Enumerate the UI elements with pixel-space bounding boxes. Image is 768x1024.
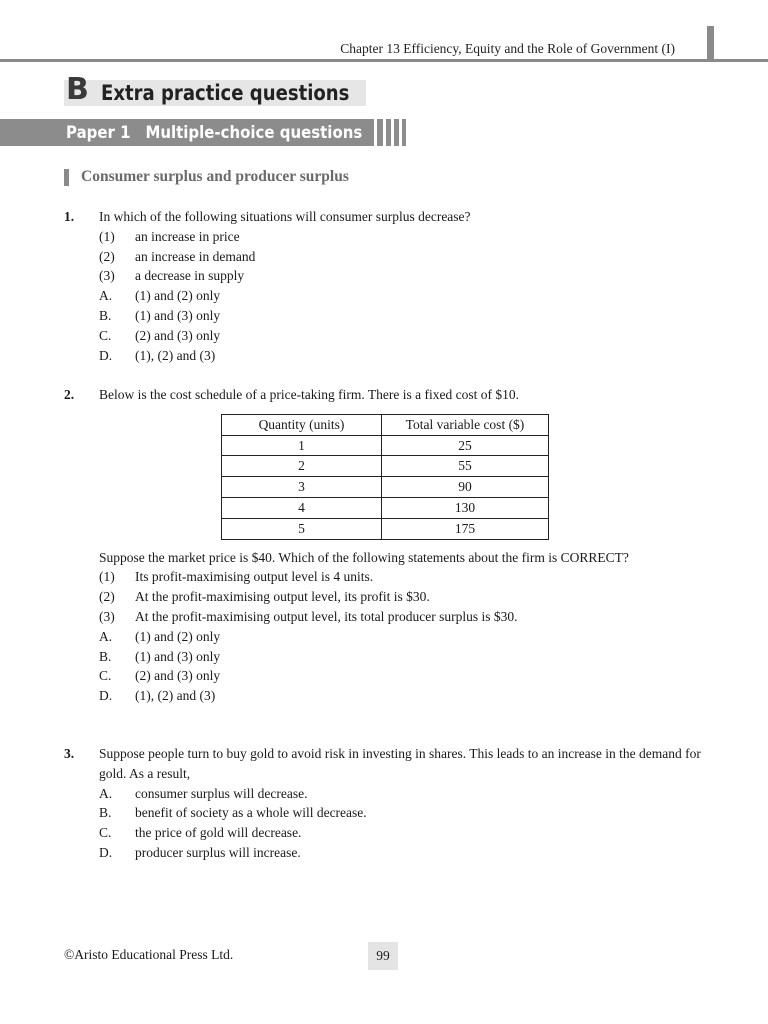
statement-row: (3) a decrease in supply [99,268,245,284]
question-number: 2. [64,387,75,402]
question-2 [64,385,714,706]
paper-stripes [374,119,406,146]
question-number: 1. [64,209,75,224]
table-row: 5 175 [222,518,549,539]
header-rule [0,59,768,62]
option-a: A. (1) and (2) only [99,288,221,304]
option-d: D. (1), (2) and (3) [99,688,216,704]
option-a: A. (1) and (2) only [99,628,221,644]
option-c: C. (2) and (3) only [99,668,221,684]
question-stem: Suppose people turn to buy gold to avoid risk in investing in shares. This leads to an increase in the demand for gold. As a result, [99,746,701,781]
option-b: B. (1) and (3) only [99,648,221,664]
question-stem: Below is the cost schedule of a price-taking firm. There is a fixed cost of $10. [99,387,520,402]
question-1 [64,207,714,365]
paper-label: Paper 1 Multiple-choice questions [66,122,363,143]
option-b: B. (1) and (3) only [99,307,221,323]
topic-text: Consumer surplus and producer surplus [81,168,349,185]
section-heading [64,72,366,107]
option-c: C. (2) and (3) only [99,327,221,343]
table-row: 3 90 [222,477,549,498]
header-block [707,26,714,61]
option-d: D. producer surplus will increase. [99,844,301,860]
statement-row: (1) Its profit-maximising output level is 4 units. [99,569,374,585]
topic-heading [64,168,349,186]
table-header-row [222,414,549,435]
topic-bar [64,169,69,186]
statement-row: (3) At the profit-maximising output level, its total producer surplus is $30. [99,608,518,624]
section-title: Extra practice questions [100,81,350,105]
table-row: 1 25 [222,435,549,456]
table-row: 4 130 [222,497,549,518]
section-letter: B [66,72,89,107]
question-follow-up: Suppose the market price is $40. Which of the following statements about the firm is CORRECT? [99,549,629,565]
page-number: 99 [368,942,398,970]
statement-row: (2) At the profit-maximising output level, its profit is $30. [99,589,430,605]
paper-bar [0,119,374,146]
option-b: B. benefit of society as a whole will decrease. [99,805,367,821]
footer-publisher: ©Aristo Educational Press Ltd. [64,947,234,962]
table-row: 2 55 [222,456,549,477]
question-stem: In which of the following situations will consumer surplus decrease? [99,209,471,224]
header-text: Chapter 13 Efficiency, Equity and the Role of Government (I) [340,41,675,56]
question-3 [64,744,714,863]
option-d: D. (1), (2) and (3) [99,347,216,363]
statement-row: (1) an increase in price [99,228,240,244]
option-c: C. the price of gold will decrease. [99,825,302,841]
option-a: A. consumer surplus will decrease. [99,785,308,801]
question-number: 3. [64,746,75,761]
table-header: Quantity (units) [222,414,382,435]
cost-schedule-table [221,414,549,540]
statement-row: (2) an increase in demand [99,248,256,264]
table-header: Total variable cost ($) [382,414,549,435]
